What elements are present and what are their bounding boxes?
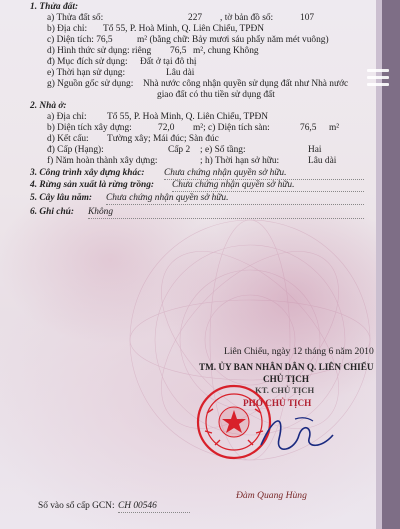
ownership-term: Lâu dài — [308, 156, 337, 166]
structure-label: d) Kết cấu: — [47, 134, 89, 144]
section-2-title: 2. Nhà ở: — [30, 101, 67, 111]
other-works-status: Chưa chứng nhận quyền sở hữu. — [164, 168, 287, 178]
address-label: b) Địa chỉ: — [47, 24, 88, 34]
parcel-number-label: a) Thửa đất số: — [47, 13, 104, 23]
deputy-prefix: KT. CHỦ TỊCH — [255, 385, 315, 395]
parcel-number: 227 — [188, 13, 203, 23]
perennial-status: Chưa chứng nhận quyền sở hữu. — [106, 193, 229, 203]
house-address-label: a) Địa chỉ: — [47, 112, 87, 122]
private-area: 76,5 — [170, 46, 187, 56]
structure: Tường xây; Mái đúc; Sàn đúc — [107, 134, 219, 144]
signer-name: Đàm Quang Hùng — [236, 490, 307, 501]
dotted-line — [118, 512, 190, 513]
chairman-title: CHỦ TỊCH — [263, 374, 310, 384]
address: Tổ 55, P. Hoà Minh, Q. Liên Chiểu, TPĐN — [103, 24, 265, 34]
registry-number-label: Số vào sổ cấp GCN: — [38, 501, 115, 511]
origin-line-2: giao đất có thu tiền sử dụng đất — [157, 90, 275, 100]
menu-icon[interactable] — [367, 69, 389, 87]
ownership-term-label: ; h) Thời hạn sở hữu: — [200, 156, 280, 166]
usage-form-label: d) Hình thức sử dụng: riêng — [47, 46, 152, 56]
forest-status: Chưa chứng nhận quyền sở hữu. — [172, 180, 295, 190]
grade: Cấp 2 — [168, 145, 191, 155]
section-6-title: 6. Ghi chú: — [30, 207, 75, 217]
built-area: 72,0 — [158, 123, 175, 133]
floors: Hai — [308, 145, 322, 155]
house-address: Tổ 55, P. Hoà Minh, Q. Liên Chiểu, TPĐN — [107, 112, 269, 122]
signature — [255, 405, 350, 465]
shared-area: m², chung Không — [193, 46, 259, 56]
origin-line-1: Nhà nước công nhận quyền sử dụng đất như Nhà nước — [143, 79, 349, 89]
term-label: e) Thời hạn sử dụng: — [47, 68, 126, 78]
completion-year-label: f) Năm hoàn thành xây dựng: — [47, 156, 158, 166]
area-in-words: m² (bằng chữ: Bảy mươi sáu phẩy năm mét vuông) — [137, 35, 329, 45]
purpose: Đất ở tại đô thị — [140, 57, 197, 67]
purpose-label: đ) Mục đích sử dụng: — [47, 57, 128, 67]
notes: Không — [88, 207, 114, 217]
dotted-line — [172, 191, 364, 192]
issuing-authority: TM. ỦY BAN NHÂN DÂN Q. LIÊN CHIỂU — [199, 362, 374, 372]
section-3-title: 3. Công trình xây dựng khác: — [30, 168, 145, 178]
floor-area-label: m²; c) Diện tích sàn: — [193, 123, 270, 133]
map-sheet-number: 107 — [300, 13, 315, 23]
area-label: c) Diện tích: 76,5 — [47, 35, 113, 45]
section-4-title: 4. Rừng sản xuất là rừng trồng: — [30, 180, 155, 190]
section-5-title: 5. Cây lâu năm: — [30, 193, 92, 203]
floors-label: ; e) Số tầng: — [200, 145, 246, 155]
section-1-title: 1. Thửa đất: — [30, 2, 79, 12]
floor-area-unit: m² — [329, 123, 340, 133]
vice-chairman-title: PHÓ CHỦ TỊCH — [243, 398, 312, 408]
built-area-label: b) Diện tích xây dựng: — [47, 123, 132, 133]
registry-number: CH 00546 — [118, 501, 157, 511]
term: Lâu dài — [166, 68, 195, 78]
dotted-line — [106, 204, 364, 205]
grade-label: đ) Cấp (Hạng): — [47, 145, 104, 155]
map-sheet-label: , tờ bản đồ số: — [220, 13, 274, 23]
floor-area: 76,5 — [300, 123, 317, 133]
dotted-line — [88, 218, 364, 219]
origin-label: g) Nguồn gốc sử dụng: — [47, 79, 134, 89]
issue-date: Liên Chiểu, ngày 12 tháng 6 năm 2010 — [224, 346, 374, 357]
